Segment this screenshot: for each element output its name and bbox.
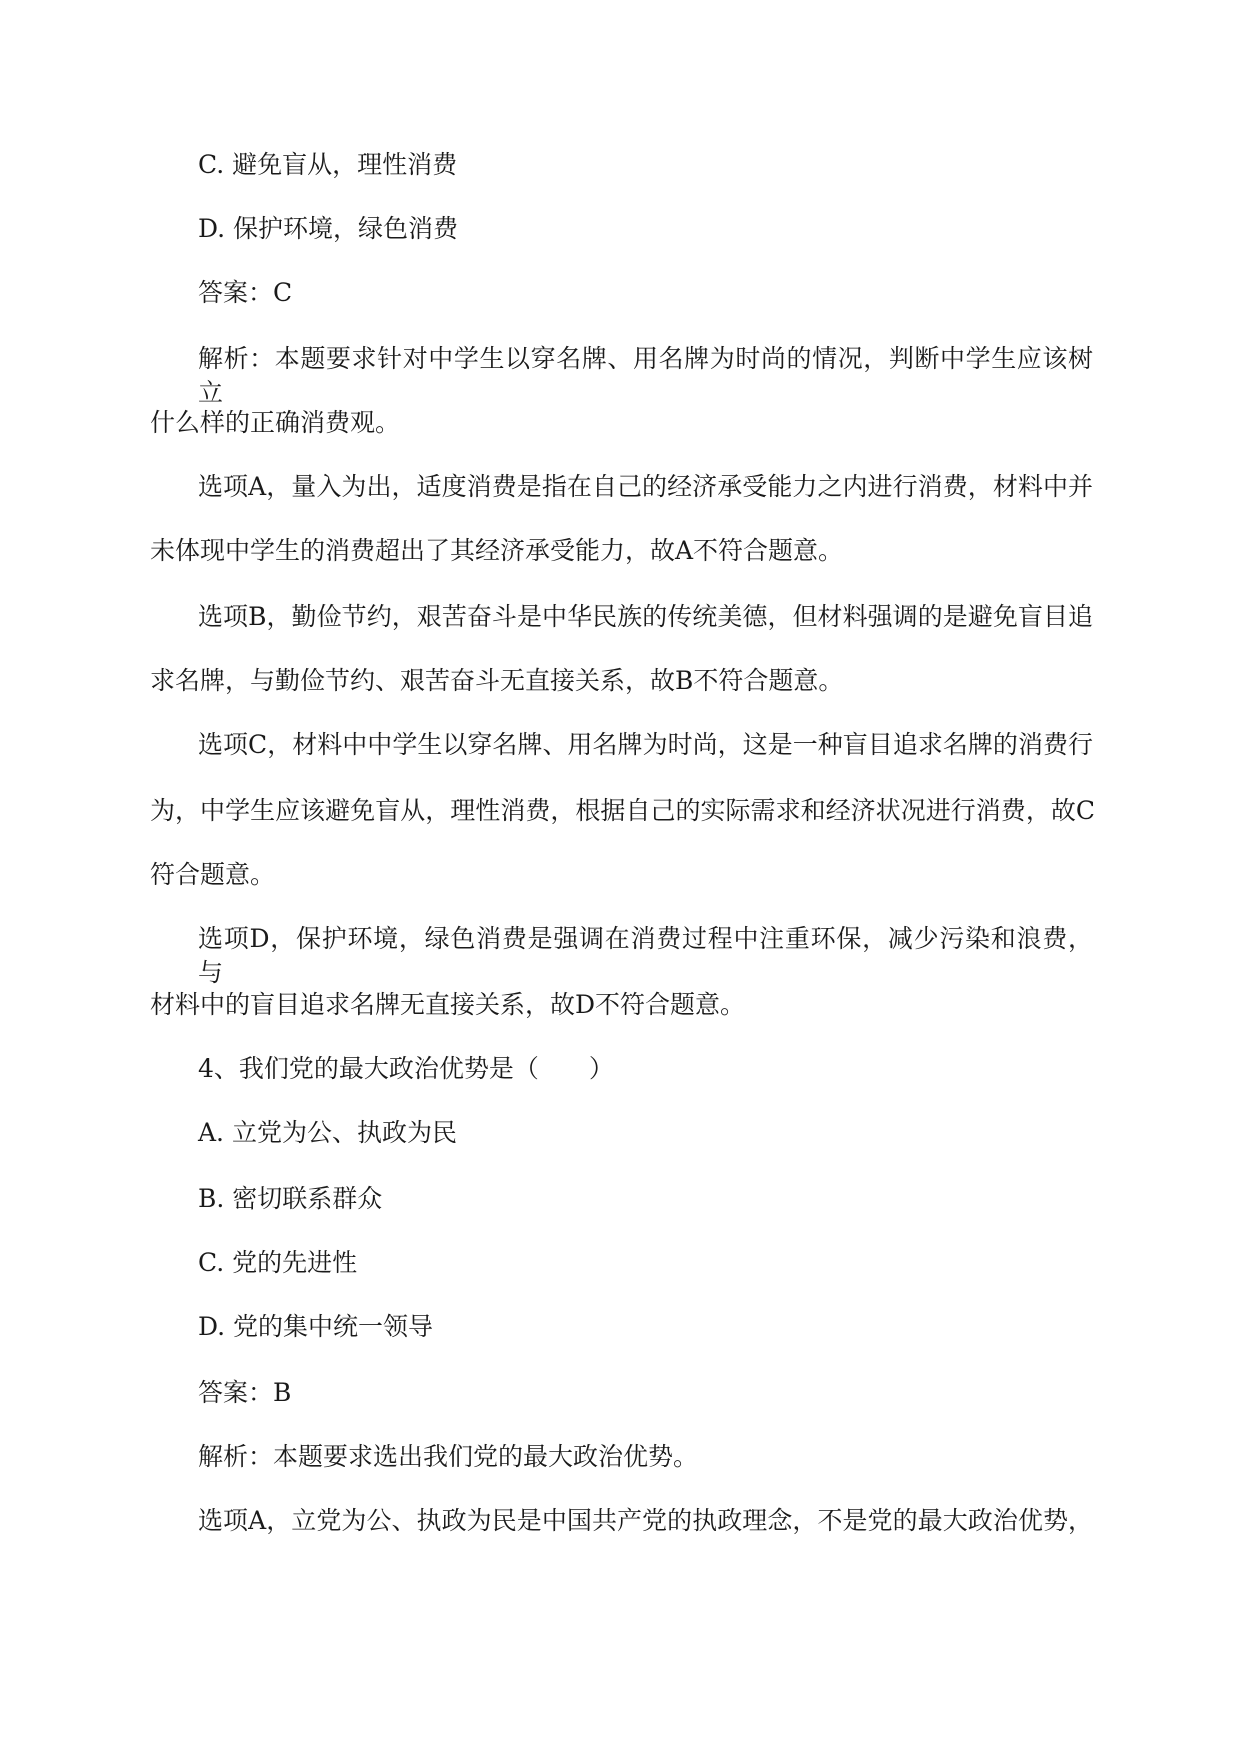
analysis-line: 解析：本题要求针对中学生以穿名牌、用名牌为时尚的情况，判断中学生应该树立 (198, 344, 1093, 407)
option-d: D. 保护环境，绿色消费 (198, 214, 459, 243)
option-a: A. 立党为公、执政为民 (198, 1118, 457, 1147)
question-4: 4、我们党的最大政治优势是（ ） (198, 1054, 614, 1083)
answer: 答案：B (198, 1378, 292, 1407)
answer: 答案：C (198, 278, 293, 307)
option-b-analysis: 求名牌，与勤俭节约、艰苦奋斗无直接关系，故B不符合题意。 (150, 666, 844, 695)
option-c-analysis: 选项C，材料中中学生以穿名牌、用名牌为时尚，这是一种盲目追求名牌的消费行 (198, 730, 1093, 759)
option-d-analysis: 材料中的盲目追求名牌无直接关系，故D不符合题意。 (150, 990, 746, 1019)
option-d: D. 党的集中统一领导 (198, 1312, 434, 1341)
option-b-analysis: 选项B，勤俭节约，艰苦奋斗是中华民族的传统美德，但材料强调的是避免盲目追 (198, 602, 1093, 631)
option-a-analysis: 选项A，量入为出，适度消费是指在自己的经济承受能力之内进行消费，材料中并 (198, 472, 1093, 501)
option-c: C. 党的先进性 (198, 1248, 358, 1277)
option-d-analysis: 选项D，保护环境，绿色消费是强调在消费过程中注重环保，减少污染和浪费，与 (198, 924, 1093, 987)
option-b: B. 密切联系群众 (198, 1184, 383, 1213)
option-c: C. 避免盲从，理性消费 (198, 150, 458, 179)
option-c-analysis: 符合题意。 (150, 860, 276, 889)
option-a-analysis: 未体现中学生的消费超出了其经济承受能力，故A不符合题意。 (150, 536, 844, 565)
analysis-line: 什么样的正确消费观。 (150, 408, 401, 437)
analysis-line: 解析：本题要求选出我们党的最大政治优势。 (198, 1442, 699, 1471)
option-a-analysis: 选项A，立党为公、执政为民是中国共产党的执政理念，不是党的最大政治优势， (198, 1506, 1093, 1535)
option-c-analysis: 为，中学生应该避免盲从，理性消费，根据自己的实际需求和经济状况进行消费，故C (150, 796, 1095, 825)
